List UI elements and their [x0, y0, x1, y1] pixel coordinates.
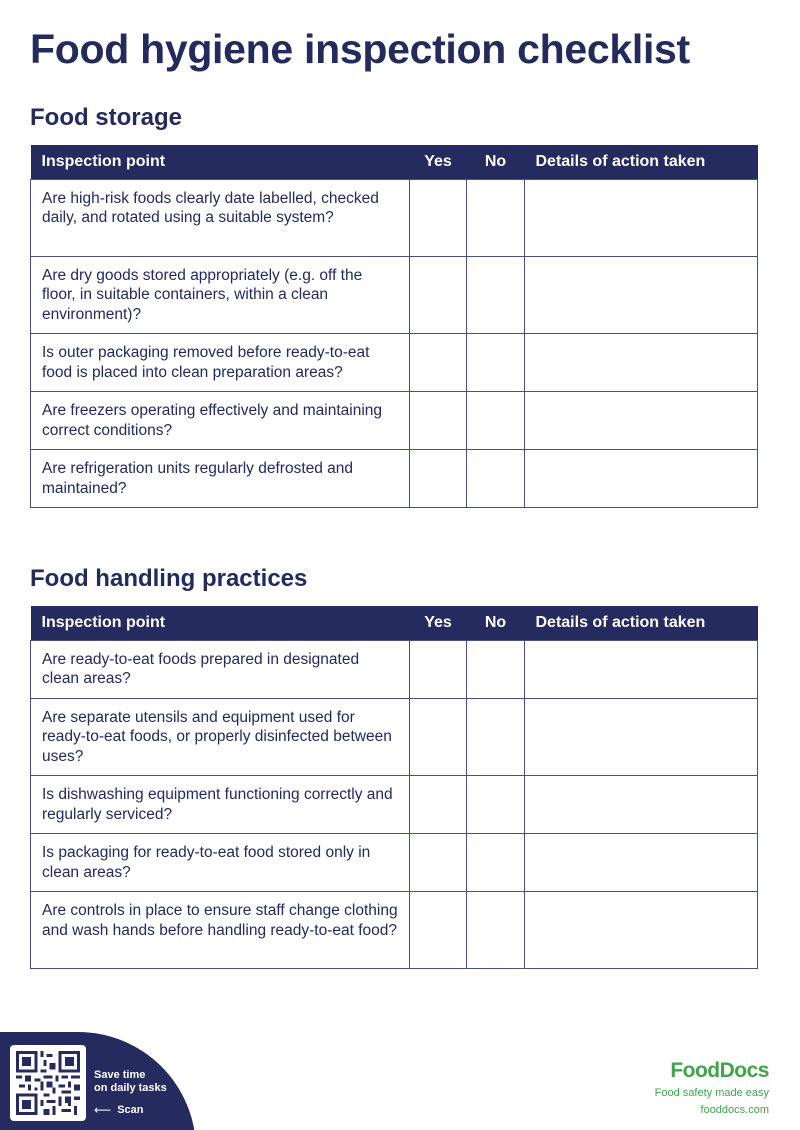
brand-logo: FoodDocs [670, 1059, 769, 1082]
section-title-food-handling: Food handling practices [30, 565, 308, 592]
brand-block [655, 1060, 769, 1116]
header-inspection-point: Inspection point [31, 145, 410, 179]
no-cell[interactable] [467, 450, 525, 508]
arrow-left-icon: ⟵ [94, 1103, 112, 1117]
details-cell[interactable] [525, 892, 758, 969]
details-cell[interactable] [525, 640, 758, 698]
yes-cell[interactable] [410, 392, 467, 450]
promo-text [94, 1069, 167, 1095]
brand-url[interactable]: fooddocs.com [700, 1104, 769, 1116]
scan-prompt [94, 1103, 144, 1117]
inspection-point-text: Are freezers operating effectively and maintaining correct conditions? [31, 392, 410, 450]
yes-cell[interactable] [410, 640, 467, 698]
details-cell[interactable] [525, 698, 758, 776]
no-cell[interactable] [467, 334, 525, 392]
inspection-point-text: Are dry goods stored appropriately (e.g. off the floor, in suitable containers, within a clean environment)? [31, 256, 410, 334]
header-no: No [467, 606, 525, 640]
details-cell[interactable] [525, 179, 758, 256]
details-cell[interactable] [525, 392, 758, 450]
table-header-row [31, 145, 758, 179]
table-row [31, 776, 758, 834]
header-no: No [467, 145, 525, 179]
table-row [31, 892, 758, 969]
details-cell[interactable] [525, 256, 758, 334]
no-cell[interactable] [467, 179, 525, 256]
no-cell[interactable] [467, 698, 525, 776]
no-cell[interactable] [467, 640, 525, 698]
table-row [31, 698, 758, 776]
header-yes: Yes [410, 606, 467, 640]
details-cell[interactable] [525, 776, 758, 834]
qr-code-icon[interactable] [10, 1045, 86, 1121]
food-handling-table [30, 606, 758, 969]
page-title: Food hygiene inspection checklist [30, 26, 690, 72]
inspection-point-text: Are ready-to-eat foods prepared in designated clean areas? [31, 640, 410, 698]
promo-line-2: on daily tasks [94, 1082, 167, 1094]
inspection-point-text: Are high-risk foods clearly date labelled, checked daily, and rotated using a suitable system? [31, 179, 410, 256]
inspection-point-text: Are separate utensils and equipment used for ready-to-eat foods, or properly disinfected between uses? [31, 698, 410, 776]
details-cell[interactable] [525, 334, 758, 392]
brand-tagline: Food safety made easy [654, 1087, 769, 1099]
details-cell[interactable] [525, 450, 758, 508]
header-yes: Yes [410, 145, 467, 179]
inspection-point-text: Is packaging for ready-to-eat food stored only in clean areas? [31, 834, 410, 892]
yes-cell[interactable] [410, 834, 467, 892]
inspection-point-text: Is dishwashing equipment functioning correctly and regularly serviced? [31, 776, 410, 834]
table-row [31, 392, 758, 450]
yes-cell[interactable] [410, 698, 467, 776]
promo-line-1: Save time [94, 1069, 146, 1081]
no-cell[interactable] [467, 834, 525, 892]
no-cell[interactable] [467, 776, 525, 834]
header-details: Details of action taken [525, 606, 758, 640]
yes-cell[interactable] [410, 776, 467, 834]
header-inspection-point: Inspection point [31, 606, 410, 640]
yes-cell[interactable] [410, 256, 467, 334]
table-row [31, 256, 758, 334]
no-cell[interactable] [467, 892, 525, 969]
yes-cell[interactable] [410, 892, 467, 969]
scan-label: Scan [117, 1104, 144, 1116]
table-row [31, 834, 758, 892]
table-row [31, 450, 758, 508]
inspection-point-text: Are refrigeration units regularly defrosted and maintained? [31, 450, 410, 508]
table-row [31, 179, 758, 256]
yes-cell[interactable] [410, 450, 467, 508]
details-cell[interactable] [525, 834, 758, 892]
no-cell[interactable] [467, 256, 525, 334]
no-cell[interactable] [467, 392, 525, 450]
table-row [31, 334, 758, 392]
table-row [31, 640, 758, 698]
inspection-point-text: Are controls in place to ensure staff change clothing and wash hands before handling ready-to-eat food? [31, 892, 410, 969]
table-header-row [31, 606, 758, 640]
inspection-point-text: Is outer packaging removed before ready-to-eat food is placed into clean preparation areas? [31, 334, 410, 392]
yes-cell[interactable] [410, 334, 467, 392]
yes-cell[interactable] [410, 179, 467, 256]
section-title-food-storage: Food storage [30, 104, 183, 131]
food-storage-table [30, 145, 758, 508]
header-details: Details of action taken [525, 145, 758, 179]
